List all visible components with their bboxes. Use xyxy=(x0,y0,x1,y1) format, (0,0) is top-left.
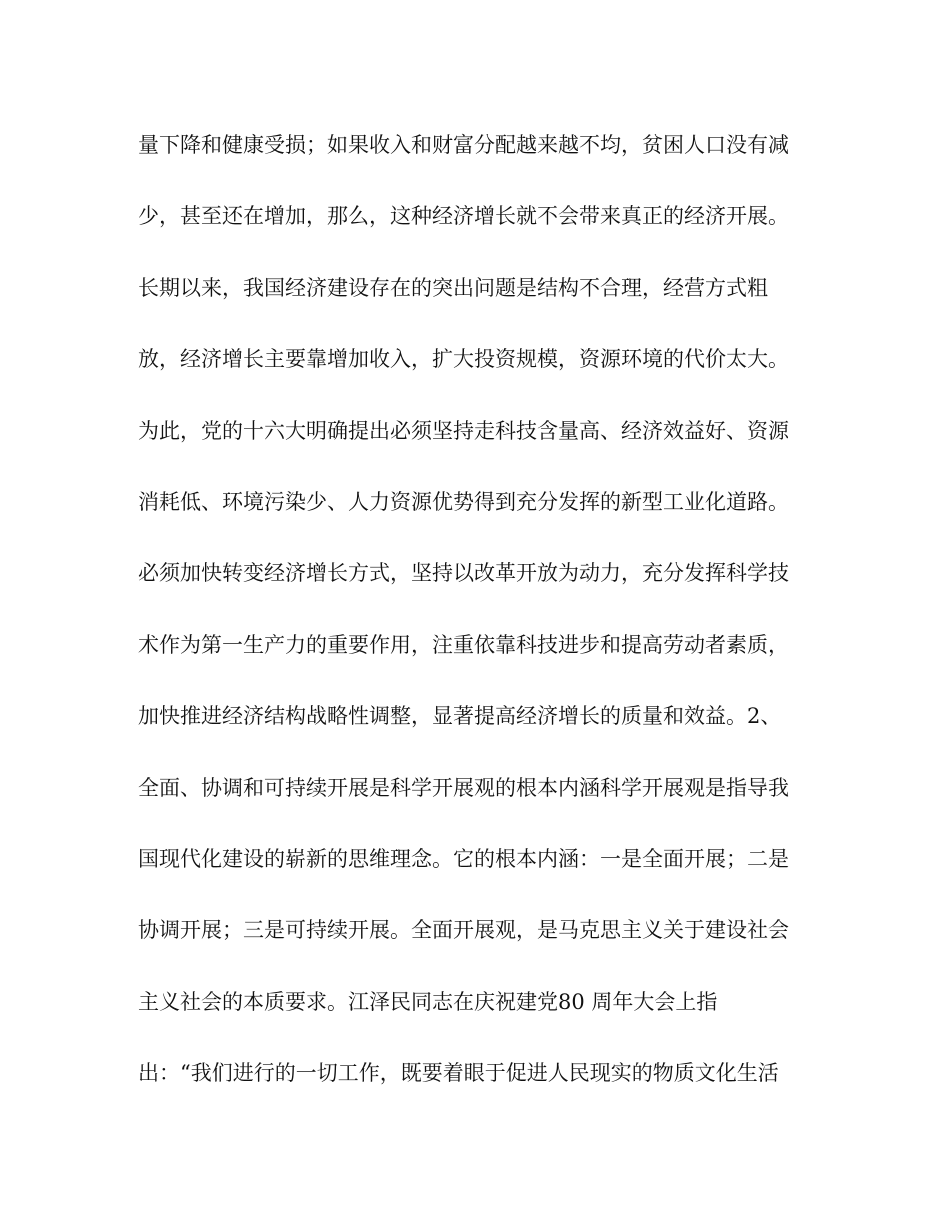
text-line: 加快推进经济结构战略性调整，显著提高经济增长的质量和效益。2、 xyxy=(138,704,782,729)
text-line: 长期以来，我国经济建设存在的突出问题是结构不合理，经营方式粗 xyxy=(138,275,768,300)
text-line: 主义社会的本质要求。江泽民同志在庆祝建党80 周年大会上指 xyxy=(138,989,718,1014)
text-line: 为此，党的十六大明确提出必须坚持走科技含量高、经济效益好、资源 xyxy=(138,418,789,443)
text-line: 消耗低、环境污染少、人力资源优势得到充分发挥的新型工业化道路。 xyxy=(138,489,789,514)
text-line: 全面、协调和可持续开展是科学开展观的根本内涵科学开展观是指导我 xyxy=(138,775,789,800)
text-line: 必须加快转变经济增长方式，坚持以改革开放为动力，充分发挥科学技 xyxy=(138,561,789,586)
text-line: 国现代化建设的崭新的思维理念。它的根本内涵：一是全面开展；二是 xyxy=(138,846,789,871)
text-line: 放，经济增长主要靠增加收入，扩大投资规模，资源环境的代价太大。 xyxy=(138,347,789,372)
text-line: 少，甚至还在增加，那么，这种经济增长就不会带来真正的经济开展。 xyxy=(138,204,789,229)
text-line: 量下降和健康受损；如果收入和财富分配越来越不均，贫困人口没有减 xyxy=(138,133,789,157)
body-text xyxy=(138,120,838,1119)
text-line: 术作为第一生产力的重要作用，注重依靠科技进步和提高劳动者素质， xyxy=(138,632,789,657)
text-line: 协调开展；三是可持续开展。全面开展观，是马克思主义关于建设社会 xyxy=(138,918,789,943)
text-line: 出：“我们进行的一切工作，既要着眼于促进人民现实的物质文化生活 xyxy=(138,1061,779,1086)
